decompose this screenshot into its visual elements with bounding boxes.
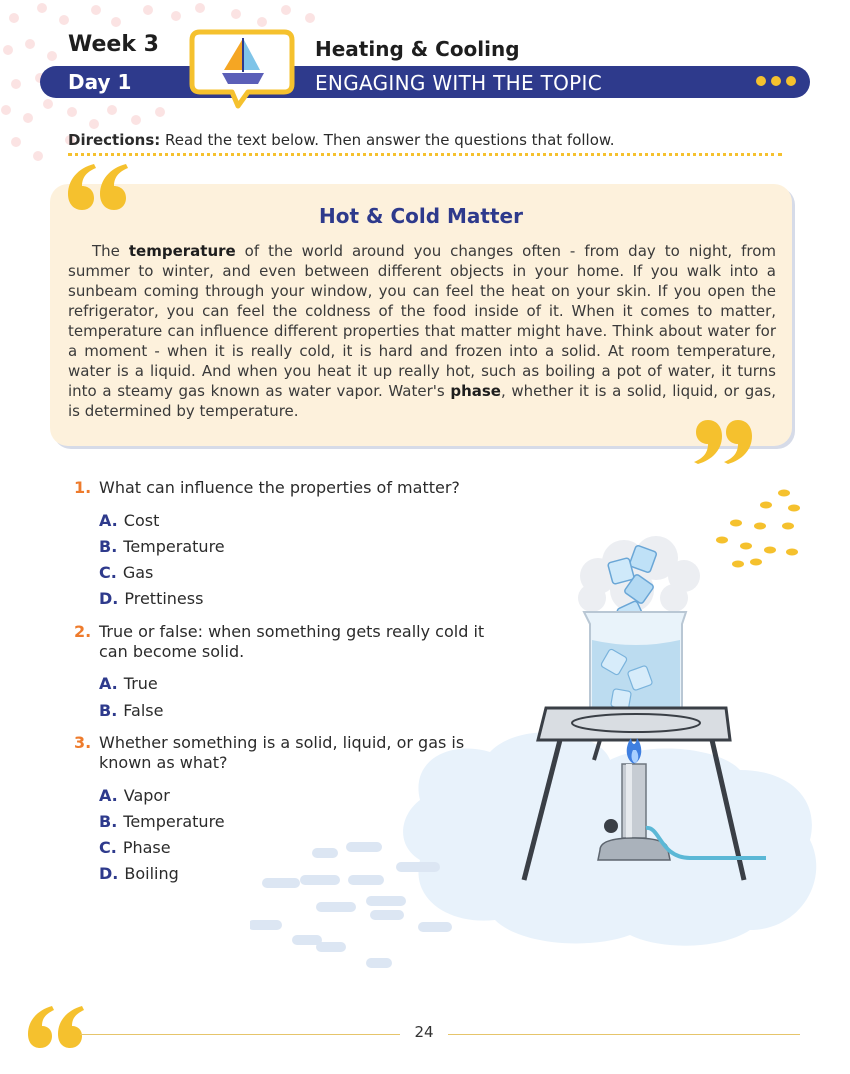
question-text: What can influence the properties of matter?: [99, 478, 460, 497]
option-letter: B.: [99, 701, 118, 720]
option-letter: A.: [99, 511, 118, 530]
day-label: Day 1: [68, 70, 132, 94]
option-text: Vapor: [123, 786, 170, 805]
option-text: Gas: [122, 563, 154, 582]
answer-option[interactable]: [99, 864, 179, 883]
section-title: ENGAGING WITH THE TOPIC: [315, 71, 602, 95]
dotted-divider: [68, 153, 782, 156]
answer-option[interactable]: [99, 563, 153, 582]
passage-part: The: [92, 242, 129, 260]
reading-title: Hot & Cold Matter: [319, 204, 523, 228]
answer-option[interactable]: [99, 812, 225, 831]
option-text: False: [123, 701, 164, 720]
option-text: Temperature: [123, 812, 225, 831]
answer-option[interactable]: [99, 537, 225, 556]
question-text: Whether something is a solid, liquid, or gas is known as what?: [99, 733, 465, 772]
option-letter: A.: [99, 674, 118, 693]
answer-option[interactable]: [99, 674, 158, 693]
question-number: 2.: [74, 622, 92, 641]
directions-text: Read the text below. Then answer the questions that follow.: [160, 131, 615, 149]
directions-label: Directions:: [68, 131, 161, 149]
option-letter: D.: [99, 864, 119, 883]
topic-title: Heating & Cooling: [315, 37, 520, 61]
open-quote-icon: [26, 1004, 84, 1050]
option-letter: C.: [99, 838, 117, 857]
reading-passage: [68, 241, 776, 421]
answer-option[interactable]: [99, 589, 203, 608]
option-text: Phase: [122, 838, 171, 857]
option-text: Prettiness: [124, 589, 204, 608]
answer-option[interactable]: [99, 511, 159, 530]
directions: [68, 131, 615, 149]
option-letter: C.: [99, 563, 117, 582]
footer-rule: [448, 1034, 800, 1035]
beaker-burner-illustration: [250, 485, 820, 975]
option-text: True: [123, 674, 158, 693]
vocab-phase: phase: [450, 382, 501, 400]
close-quote-icon: [694, 418, 754, 468]
option-text: Boiling: [124, 864, 179, 883]
option-text: Cost: [123, 511, 160, 530]
more-dots-icon: [756, 76, 796, 86]
answer-option[interactable]: [99, 786, 170, 805]
option-text: Temperature: [123, 537, 225, 556]
sailboat-speech-bubble-icon: [186, 26, 298, 112]
question-number: 1.: [74, 478, 92, 497]
option-letter: B.: [99, 537, 118, 556]
passage-part: , whether it is a solid, liquid, or gas, is determined by temperature.: [68, 382, 776, 420]
question-number: 3.: [74, 733, 92, 752]
answer-option[interactable]: [99, 838, 171, 857]
footer-rule: [80, 1034, 400, 1035]
question-text: True or false: when something gets really cold it can become solid.: [99, 622, 485, 661]
option-letter: B.: [99, 812, 118, 831]
passage-part: of the world around you changes often - from day to night, from summer to winter, and even between different objects in your home. If you walk into a sunbeam coming through your window, you can feel the heat on your skin. If you open the refrigerator, you can feel the coldness of the food inside of it. When it comes to matter, temperature can influence different properties that matter might have. Think about water for a moment - when it is really cold, it is hard and frozen into a solid. At room temperature, water is a liquid. And when you heat it up really hot, such as boiling a pot of water, it turns into a steamy gas known as water vapor. Water's: [68, 242, 776, 400]
page-number: 24: [414, 1023, 434, 1041]
answer-option[interactable]: [99, 701, 163, 720]
option-letter: A.: [99, 786, 118, 805]
option-letter: D.: [99, 589, 119, 608]
week-label: Week 3: [68, 32, 159, 57]
vocab-temperature: temperature: [128, 242, 236, 260]
